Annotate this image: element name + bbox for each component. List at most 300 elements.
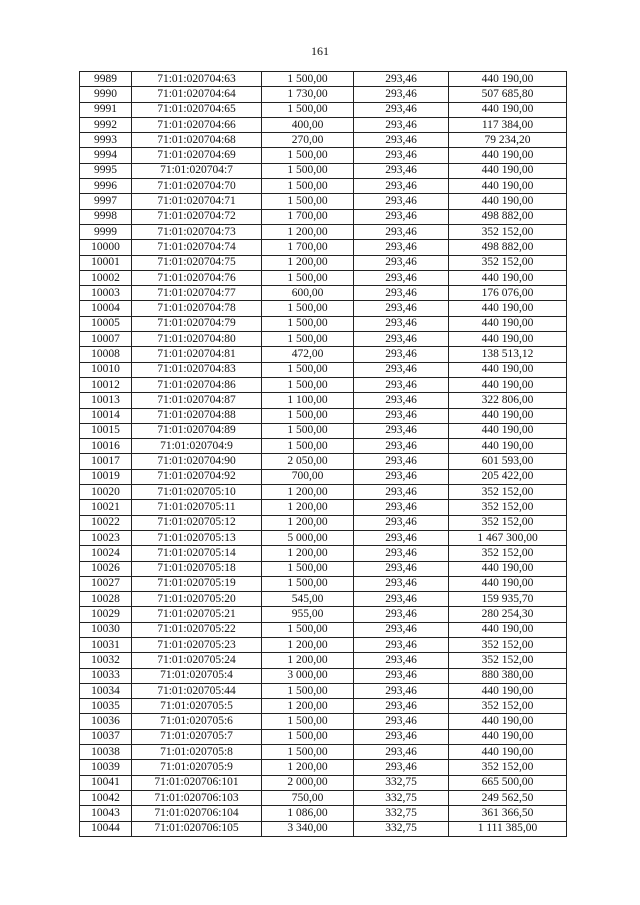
value-cell: 352 152,00 — [449, 637, 567, 652]
cadastral-number-cell: 71:01:020704:66 — [132, 117, 262, 132]
cadastral-number-cell: 71:01:020705:4 — [132, 668, 262, 683]
table-row — [80, 637, 567, 652]
value-cell: 440 190,00 — [449, 179, 567, 194]
table-row — [80, 102, 567, 117]
rate-cell: 293,46 — [354, 454, 449, 469]
area-cell: 270,00 — [262, 133, 354, 148]
area-cell: 3 340,00 — [262, 821, 354, 836]
rate-cell: 293,46 — [354, 607, 449, 622]
cadastral-number-cell: 71:01:020705:20 — [132, 592, 262, 607]
area-cell: 1 500,00 — [262, 102, 354, 117]
rate-cell: 293,46 — [354, 102, 449, 117]
value-cell: 440 190,00 — [449, 622, 567, 637]
area-cell: 1 500,00 — [262, 332, 354, 347]
value-cell: 498 882,00 — [449, 209, 567, 224]
cadastral-number-cell: 71:01:020705:24 — [132, 653, 262, 668]
rate-cell: 293,46 — [354, 592, 449, 607]
row-number-cell: 9994 — [80, 148, 132, 163]
table-row — [80, 515, 567, 530]
table-row — [80, 377, 567, 392]
rate-cell: 293,46 — [354, 194, 449, 209]
cadastral-number-cell: 71:01:020706:103 — [132, 790, 262, 805]
row-number-cell: 10014 — [80, 408, 132, 423]
value-cell: 507 685,80 — [449, 87, 567, 102]
row-number-cell: 9997 — [80, 194, 132, 209]
table-row — [80, 775, 567, 790]
value-cell: 322 806,00 — [449, 393, 567, 408]
value-cell: 117 384,00 — [449, 117, 567, 132]
rate-cell: 293,46 — [354, 408, 449, 423]
area-cell: 1 100,00 — [262, 393, 354, 408]
value-cell: 440 190,00 — [449, 408, 567, 423]
table-row — [80, 790, 567, 805]
row-number-cell: 9995 — [80, 163, 132, 178]
value-cell: 440 190,00 — [449, 423, 567, 438]
table-row — [80, 699, 567, 714]
row-number-cell: 10036 — [80, 714, 132, 729]
table-row — [80, 745, 567, 760]
cadastral-number-cell: 71:01:020705:11 — [132, 500, 262, 515]
table-row — [80, 592, 567, 607]
cadastral-number-cell: 71:01:020704:73 — [132, 224, 262, 239]
rate-cell: 293,46 — [354, 546, 449, 561]
rate-cell: 293,46 — [354, 729, 449, 744]
row-number-cell: 9998 — [80, 209, 132, 224]
table-row — [80, 347, 567, 362]
value-cell: 352 152,00 — [449, 515, 567, 530]
rate-cell: 293,46 — [354, 347, 449, 362]
rate-cell: 293,46 — [354, 301, 449, 316]
table-row — [80, 148, 567, 163]
rate-cell: 293,46 — [354, 637, 449, 652]
area-cell: 2 000,00 — [262, 775, 354, 790]
value-cell: 138 513,12 — [449, 347, 567, 362]
cadastral-number-cell: 71:01:020705:8 — [132, 745, 262, 760]
area-cell: 3 000,00 — [262, 668, 354, 683]
row-number-cell: 10004 — [80, 301, 132, 316]
cadastral-number-cell: 71:01:020705:6 — [132, 714, 262, 729]
rate-cell: 332,75 — [354, 775, 449, 790]
area-cell: 1 200,00 — [262, 653, 354, 668]
area-cell: 1 500,00 — [262, 714, 354, 729]
table-row — [80, 806, 567, 821]
cadastral-number-cell: 71:01:020704:89 — [132, 423, 262, 438]
area-cell: 1 700,00 — [262, 240, 354, 255]
table-row — [80, 224, 567, 239]
table-row — [80, 469, 567, 484]
cadastral-number-cell: 71:01:020704:72 — [132, 209, 262, 224]
table-row — [80, 683, 567, 698]
cadastral-number-cell: 71:01:020704:68 — [132, 133, 262, 148]
rate-cell: 293,46 — [354, 163, 449, 178]
value-cell: 440 190,00 — [449, 439, 567, 454]
value-cell: 352 152,00 — [449, 546, 567, 561]
rate-cell: 293,46 — [354, 179, 449, 194]
value-cell: 1 467 300,00 — [449, 530, 567, 545]
value-cell: 352 152,00 — [449, 500, 567, 515]
area-cell: 1 500,00 — [262, 194, 354, 209]
row-number-cell: 10017 — [80, 454, 132, 469]
area-cell: 1 730,00 — [262, 87, 354, 102]
row-number-cell: 10043 — [80, 806, 132, 821]
table-row — [80, 133, 567, 148]
area-cell: 1 500,00 — [262, 270, 354, 285]
rate-cell: 293,46 — [354, 133, 449, 148]
rate-cell: 293,46 — [354, 224, 449, 239]
cadastral-number-cell: 71:01:020706:105 — [132, 821, 262, 836]
cadastral-number-cell: 71:01:020704:7 — [132, 163, 262, 178]
rate-cell: 332,75 — [354, 821, 449, 836]
table-row — [80, 714, 567, 729]
cadastral-number-cell: 71:01:020704:79 — [132, 316, 262, 331]
cadastral-number-cell: 71:01:020704:76 — [132, 270, 262, 285]
area-cell: 2 050,00 — [262, 454, 354, 469]
area-cell: 1 200,00 — [262, 255, 354, 270]
row-number-cell: 10042 — [80, 790, 132, 805]
rate-cell: 332,75 — [354, 790, 449, 805]
row-number-cell: 10015 — [80, 423, 132, 438]
cadastral-number-cell: 71:01:020705:9 — [132, 760, 262, 775]
row-number-cell: 10023 — [80, 530, 132, 545]
row-number-cell: 10044 — [80, 821, 132, 836]
cadastral-number-cell: 71:01:020706:104 — [132, 806, 262, 821]
rate-cell: 293,46 — [354, 683, 449, 698]
cadastral-number-cell: 71:01:020704:9 — [132, 439, 262, 454]
rate-cell: 293,46 — [354, 316, 449, 331]
cadastral-number-cell: 71:01:020704:86 — [132, 377, 262, 392]
value-cell: 880 380,00 — [449, 668, 567, 683]
row-number-cell: 10031 — [80, 637, 132, 652]
rate-cell: 293,46 — [354, 561, 449, 576]
row-number-cell: 10032 — [80, 653, 132, 668]
value-cell: 352 152,00 — [449, 255, 567, 270]
table-row — [80, 286, 567, 301]
row-number-cell: 10005 — [80, 316, 132, 331]
rate-cell: 293,46 — [354, 668, 449, 683]
rate-cell: 293,46 — [354, 653, 449, 668]
rate-cell: 293,46 — [354, 500, 449, 515]
value-cell: 79 234,20 — [449, 133, 567, 148]
row-number-cell: 10000 — [80, 240, 132, 255]
cadastral-number-cell: 71:01:020704:70 — [132, 179, 262, 194]
area-cell: 1 200,00 — [262, 699, 354, 714]
cadastral-number-cell: 71:01:020705:7 — [132, 729, 262, 744]
row-number-cell: 9992 — [80, 117, 132, 132]
value-cell: 249 562,50 — [449, 790, 567, 805]
table-row — [80, 362, 567, 377]
area-cell: 1 500,00 — [262, 179, 354, 194]
table-row — [80, 179, 567, 194]
table-row — [80, 729, 567, 744]
area-cell: 1 200,00 — [262, 224, 354, 239]
area-cell: 1 500,00 — [262, 745, 354, 760]
area-cell: 600,00 — [262, 286, 354, 301]
cadastral-number-cell: 71:01:020704:75 — [132, 255, 262, 270]
row-number-cell: 10037 — [80, 729, 132, 744]
area-cell: 545,00 — [262, 592, 354, 607]
row-number-cell: 10012 — [80, 377, 132, 392]
value-cell: 440 190,00 — [449, 270, 567, 285]
value-cell: 440 190,00 — [449, 683, 567, 698]
row-number-cell: 9989 — [80, 72, 132, 87]
table-row — [80, 622, 567, 637]
table-row — [80, 530, 567, 545]
area-cell: 1 200,00 — [262, 546, 354, 561]
cadastral-number-cell: 71:01:020705:5 — [132, 699, 262, 714]
area-cell: 1 500,00 — [262, 439, 354, 454]
area-cell: 400,00 — [262, 117, 354, 132]
cadastral-number-cell: 71:01:020705:14 — [132, 546, 262, 561]
rate-cell: 293,46 — [354, 72, 449, 87]
cadastral-number-cell: 71:01:020705:18 — [132, 561, 262, 576]
cadastral-number-cell: 71:01:020705:23 — [132, 637, 262, 652]
value-cell: 440 190,00 — [449, 148, 567, 163]
table-row — [80, 454, 567, 469]
cadastral-number-cell: 71:01:020704:64 — [132, 87, 262, 102]
value-cell: 440 190,00 — [449, 561, 567, 576]
area-cell: 1 086,00 — [262, 806, 354, 821]
row-number-cell: 10019 — [80, 469, 132, 484]
table-row — [80, 255, 567, 270]
parcel-table-body — [80, 72, 567, 837]
rate-cell: 293,46 — [354, 87, 449, 102]
value-cell: 440 190,00 — [449, 316, 567, 331]
row-number-cell: 9996 — [80, 179, 132, 194]
value-cell: 440 190,00 — [449, 377, 567, 392]
cadastral-number-cell: 71:01:020705:19 — [132, 576, 262, 591]
rate-cell: 293,46 — [354, 240, 449, 255]
row-number-cell: 10033 — [80, 668, 132, 683]
value-cell: 440 190,00 — [449, 301, 567, 316]
cadastral-number-cell: 71:01:020704:77 — [132, 286, 262, 301]
cadastral-number-cell: 71:01:020704:87 — [132, 393, 262, 408]
rate-cell: 293,46 — [354, 332, 449, 347]
table-row — [80, 500, 567, 515]
cadastral-number-cell: 71:01:020704:83 — [132, 362, 262, 377]
area-cell: 1 500,00 — [262, 729, 354, 744]
area-cell: 5 000,00 — [262, 530, 354, 545]
rate-cell: 293,46 — [354, 439, 449, 454]
row-number-cell: 10003 — [80, 286, 132, 301]
row-number-cell: 10001 — [80, 255, 132, 270]
table-row — [80, 393, 567, 408]
cadastral-number-cell: 71:01:020704:92 — [132, 469, 262, 484]
value-cell: 352 152,00 — [449, 699, 567, 714]
area-cell: 955,00 — [262, 607, 354, 622]
cadastral-number-cell: 71:01:020704:88 — [132, 408, 262, 423]
table-row — [80, 316, 567, 331]
table-row — [80, 607, 567, 622]
cadastral-number-cell: 71:01:020704:63 — [132, 72, 262, 87]
cadastral-number-cell: 71:01:020705:12 — [132, 515, 262, 530]
area-cell: 1 500,00 — [262, 301, 354, 316]
table-row — [80, 270, 567, 285]
row-number-cell: 10002 — [80, 270, 132, 285]
rate-cell: 293,46 — [354, 423, 449, 438]
cadastral-number-cell: 71:01:020704:65 — [132, 102, 262, 117]
cadastral-number-cell: 71:01:020704:80 — [132, 332, 262, 347]
value-cell: 665 500,00 — [449, 775, 567, 790]
row-number-cell: 10027 — [80, 576, 132, 591]
table-row — [80, 576, 567, 591]
value-cell: 601 593,00 — [449, 454, 567, 469]
table-row — [80, 439, 567, 454]
row-number-cell: 9999 — [80, 224, 132, 239]
rate-cell: 293,46 — [354, 622, 449, 637]
area-cell: 1 500,00 — [262, 423, 354, 438]
cadastral-number-cell: 71:01:020705:13 — [132, 530, 262, 545]
table-row — [80, 546, 567, 561]
table-row — [80, 653, 567, 668]
row-number-cell: 10022 — [80, 515, 132, 530]
row-number-cell: 10008 — [80, 347, 132, 362]
cadastral-number-cell: 71:01:020706:101 — [132, 775, 262, 790]
rate-cell: 293,46 — [354, 469, 449, 484]
value-cell: 440 190,00 — [449, 194, 567, 209]
area-cell: 1 500,00 — [262, 408, 354, 423]
rate-cell: 293,46 — [354, 148, 449, 163]
value-cell: 352 152,00 — [449, 224, 567, 239]
value-cell: 352 152,00 — [449, 760, 567, 775]
cadastral-number-cell: 71:01:020704:90 — [132, 454, 262, 469]
row-number-cell: 10041 — [80, 775, 132, 790]
rate-cell: 332,75 — [354, 806, 449, 821]
cadastral-number-cell: 71:01:020704:74 — [132, 240, 262, 255]
area-cell: 1 500,00 — [262, 561, 354, 576]
row-number-cell: 10038 — [80, 745, 132, 760]
area-cell: 472,00 — [262, 347, 354, 362]
area-cell: 1 500,00 — [262, 683, 354, 698]
value-cell: 1 111 385,00 — [449, 821, 567, 836]
table-row — [80, 209, 567, 224]
value-cell: 498 882,00 — [449, 240, 567, 255]
rate-cell: 293,46 — [354, 255, 449, 270]
value-cell: 440 190,00 — [449, 362, 567, 377]
rate-cell: 293,46 — [354, 760, 449, 775]
cadastral-number-cell: 71:01:020704:81 — [132, 347, 262, 362]
value-cell: 440 190,00 — [449, 714, 567, 729]
row-number-cell: 10016 — [80, 439, 132, 454]
area-cell: 1 200,00 — [262, 760, 354, 775]
cadastral-number-cell: 71:01:020704:69 — [132, 148, 262, 163]
cadastral-number-cell: 71:01:020704:71 — [132, 194, 262, 209]
cadastral-number-cell: 71:01:020705:10 — [132, 485, 262, 500]
cadastral-number-cell: 71:01:020704:78 — [132, 301, 262, 316]
table-row — [80, 72, 567, 87]
rate-cell: 293,46 — [354, 699, 449, 714]
value-cell: 440 190,00 — [449, 745, 567, 760]
area-cell: 1 200,00 — [262, 500, 354, 515]
table-row — [80, 332, 567, 347]
parcel-table — [79, 71, 567, 837]
table-row — [80, 485, 567, 500]
row-number-cell: 10035 — [80, 699, 132, 714]
page-number: 161 — [311, 44, 329, 58]
row-number-cell: 10026 — [80, 561, 132, 576]
table-row — [80, 240, 567, 255]
row-number-cell: 10039 — [80, 760, 132, 775]
table-row — [80, 163, 567, 178]
area-cell: 1 500,00 — [262, 72, 354, 87]
rate-cell: 293,46 — [354, 286, 449, 301]
row-number-cell: 10028 — [80, 592, 132, 607]
row-number-cell: 9991 — [80, 102, 132, 117]
row-number-cell: 9990 — [80, 87, 132, 102]
area-cell: 1 500,00 — [262, 163, 354, 178]
row-number-cell: 10030 — [80, 622, 132, 637]
row-number-cell: 10029 — [80, 607, 132, 622]
value-cell: 440 190,00 — [449, 163, 567, 178]
table-row — [80, 561, 567, 576]
area-cell: 750,00 — [262, 790, 354, 805]
cadastral-number-cell: 71:01:020705:21 — [132, 607, 262, 622]
value-cell: 361 366,50 — [449, 806, 567, 821]
value-cell: 440 190,00 — [449, 102, 567, 117]
rate-cell: 293,46 — [354, 485, 449, 500]
rate-cell: 293,46 — [354, 393, 449, 408]
rate-cell: 293,46 — [354, 515, 449, 530]
value-cell: 205 422,00 — [449, 469, 567, 484]
rate-cell: 293,46 — [354, 576, 449, 591]
row-number-cell: 10024 — [80, 546, 132, 561]
row-number-cell: 10034 — [80, 683, 132, 698]
rate-cell: 293,46 — [354, 209, 449, 224]
area-cell: 1 500,00 — [262, 576, 354, 591]
value-cell: 440 190,00 — [449, 72, 567, 87]
area-cell: 1 500,00 — [262, 148, 354, 163]
row-number-cell: 10010 — [80, 362, 132, 377]
row-number-cell: 10021 — [80, 500, 132, 515]
area-cell: 1 500,00 — [262, 622, 354, 637]
table-row — [80, 821, 567, 836]
value-cell: 352 152,00 — [449, 653, 567, 668]
table-row — [80, 301, 567, 316]
table-row — [80, 408, 567, 423]
area-cell: 1 200,00 — [262, 515, 354, 530]
value-cell: 440 190,00 — [449, 576, 567, 591]
area-cell: 700,00 — [262, 469, 354, 484]
row-number-cell: 9993 — [80, 133, 132, 148]
table-row — [80, 194, 567, 209]
value-cell: 440 190,00 — [449, 729, 567, 744]
row-number-cell: 10007 — [80, 332, 132, 347]
value-cell: 352 152,00 — [449, 485, 567, 500]
value-cell: 159 935,70 — [449, 592, 567, 607]
area-cell: 1 700,00 — [262, 209, 354, 224]
table-row — [80, 423, 567, 438]
row-number-cell: 10013 — [80, 393, 132, 408]
rate-cell: 293,46 — [354, 117, 449, 132]
area-cell: 1 200,00 — [262, 637, 354, 652]
rate-cell: 293,46 — [354, 270, 449, 285]
rate-cell: 293,46 — [354, 377, 449, 392]
value-cell: 440 190,00 — [449, 332, 567, 347]
rate-cell: 293,46 — [354, 714, 449, 729]
area-cell: 1 200,00 — [262, 485, 354, 500]
area-cell: 1 500,00 — [262, 316, 354, 331]
rate-cell: 293,46 — [354, 362, 449, 377]
table-row — [80, 760, 567, 775]
cadastral-number-cell: 71:01:020705:44 — [132, 683, 262, 698]
area-cell: 1 500,00 — [262, 362, 354, 377]
row-number-cell: 10020 — [80, 485, 132, 500]
rate-cell: 293,46 — [354, 745, 449, 760]
table-row — [80, 668, 567, 683]
cadastral-number-cell: 71:01:020705:22 — [132, 622, 262, 637]
value-cell: 176 076,00 — [449, 286, 567, 301]
table-row — [80, 87, 567, 102]
table-row — [80, 117, 567, 132]
